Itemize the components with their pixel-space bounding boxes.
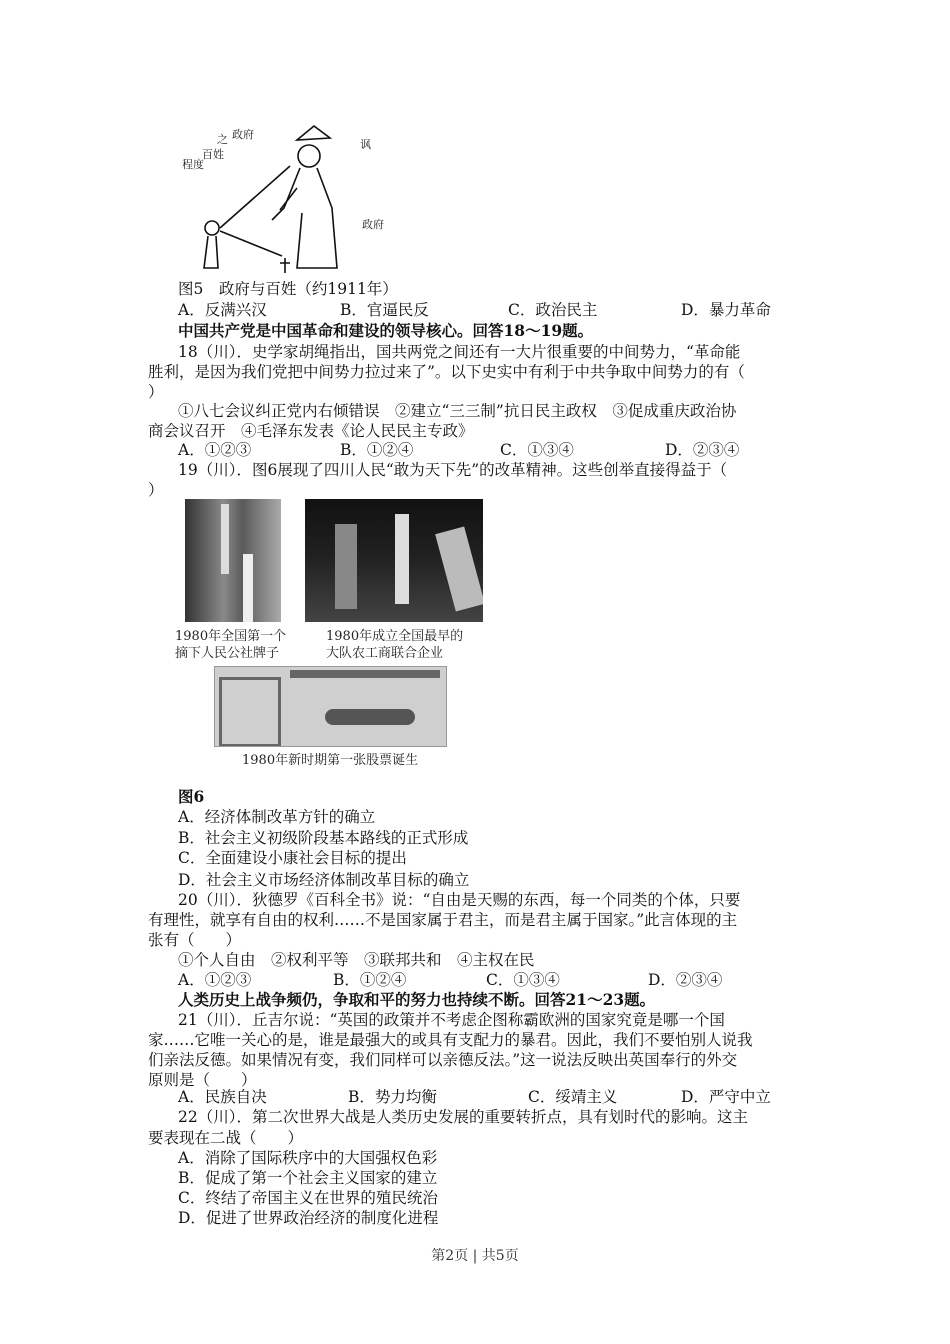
photo-joint-enterprise: [305, 499, 483, 622]
q19-stem: ）: [148, 481, 164, 499]
photo1-caption: 1980年全国第一个: [175, 629, 287, 644]
q19-stem: 19（川）．图6展现了四川人民“敢为天下先”的改革精神。这些创举直接得益于（: [178, 461, 728, 479]
option-d[interactable]: D．社会主义市场经济体制改革目标的确立: [178, 871, 470, 889]
q20-stem: 有理性，就享有自由的权利……不是国家属于君主，而是君主属于国家。”此言体现的主: [148, 911, 738, 929]
option-a[interactable]: A．反满兴汉: [178, 301, 267, 319]
q20-items: ①个人自由 ②权利平等 ③联邦共和 ④主权在民: [178, 951, 535, 969]
option-b[interactable]: B．官逼民反: [340, 301, 429, 319]
option-b[interactable]: B．促成了第一个社会主义国家的建立: [178, 1169, 438, 1187]
q18-stem: 18（川）．史学家胡绳指出，国共两党之间还有一大片很重要的中间势力，“革命能: [178, 343, 741, 361]
photo2-caption: 1980年成立全国最早的: [326, 629, 464, 644]
svg-text:百姓: 百姓: [202, 148, 224, 161]
q21-stem: 21（川）．丘吉尔说：“英国的政策并不考虑企图称霸欧洲的国家究竟是哪一个国: [178, 1011, 725, 1029]
svg-text:讽: 讽: [360, 138, 371, 151]
option-c[interactable]: C．绥靖主义: [528, 1088, 618, 1106]
option-a[interactable]: A．经济体制改革方针的确立: [178, 808, 376, 826]
option-b[interactable]: B．①②④: [333, 971, 407, 989]
option-c[interactable]: C．全面建设小康社会目标的提出: [178, 849, 407, 867]
option-d[interactable]: D．②③④: [648, 971, 723, 989]
figure-6-label: 图6: [178, 787, 205, 806]
photo1-caption: 摘下人民公社牌子: [175, 646, 280, 661]
svg-text:政府: 政府: [232, 128, 254, 141]
option-d[interactable]: D．暴力革命: [681, 301, 771, 319]
photo-commune-sign: [185, 499, 281, 622]
q18-stem: 胜利，是因为我们党把中间势力拉过来了”。以下史实中有利于中共争取中间势力的有（: [148, 363, 745, 381]
q22-stem: 要表现在二战（ ）: [148, 1129, 304, 1147]
option-b[interactable]: B．社会主义初级阶段基本路线的正式形成: [178, 829, 469, 847]
option-a[interactable]: A．民族自决: [178, 1088, 267, 1106]
option-b[interactable]: B．势力均衡: [348, 1088, 437, 1106]
q21-stem: 家……它唯一关心的是，谁是最强大的或具有支配力的暴君。因此，我们不要怕别人说我: [148, 1031, 753, 1049]
option-d[interactable]: D．严守中立: [681, 1088, 771, 1106]
q21-stem: 们亲法反德。如果情况有变，我们同样可以亲德反法。”这一说法反映出英国奉行的外交: [148, 1051, 738, 1069]
option-b[interactable]: B．①②④: [340, 441, 414, 459]
option-c[interactable]: C．终结了帝国主义在世界的殖民统治: [178, 1189, 438, 1207]
q21-stem: 原则是（ ）: [148, 1071, 257, 1089]
option-d[interactable]: D．促进了世界政治经济的制度化进程: [178, 1209, 439, 1227]
svg-text:程度: 程度: [182, 158, 204, 171]
photo3-caption: 1980年新时期第一张股票诞生: [242, 753, 419, 768]
photo-stock-certificate: [214, 666, 447, 747]
cartoon-government-and-people: [172, 118, 387, 278]
page-footer: 第2页 | 共5页: [431, 1248, 519, 1264]
option-a[interactable]: A．消除了国际秩序中的大国强权色彩: [178, 1149, 438, 1167]
q18-stem: ）: [148, 383, 164, 401]
option-a[interactable]: A．①②③: [178, 971, 252, 989]
q22-stem: 22（川）．第二次世界大战是人类历史发展的重要转折点，具有划时代的影响。这主: [178, 1108, 748, 1126]
svg-text:政府: 政府: [362, 218, 384, 231]
photo2-caption: 大队农工商联合企业: [326, 646, 444, 661]
figure-5-caption: 图5 政府与百姓（约1911年）: [178, 280, 398, 298]
q18-items: ①八七会议纠正党内右倾错误 ②建立“三三制”抗日民主政权 ③促成重庆政治协: [178, 402, 737, 420]
q20-stem: 张有（ ）: [148, 931, 242, 949]
q20-stem: 20（川）．狄德罗《百科全书》说：“自由是天赐的东西，每一个同类的个体，只要: [178, 891, 741, 909]
option-c[interactable]: C．①③④: [486, 971, 560, 989]
option-c[interactable]: C．①③④: [500, 441, 574, 459]
section-intro: 中国共产党是中国革命和建设的领导核心。回答18～19题。: [178, 321, 594, 340]
option-a[interactable]: A．①②③: [178, 441, 252, 459]
option-d[interactable]: D．②③④: [665, 441, 740, 459]
option-c[interactable]: C．政治民主: [508, 301, 598, 319]
section-intro: 人类历史上战争频仍，争取和平的努力也持续不断。回答21～23题。: [178, 990, 656, 1009]
svg-text:之: 之: [217, 133, 228, 146]
q18-items: 商会议召开 ④毛泽东发表《论人民民主专政》: [148, 422, 474, 440]
